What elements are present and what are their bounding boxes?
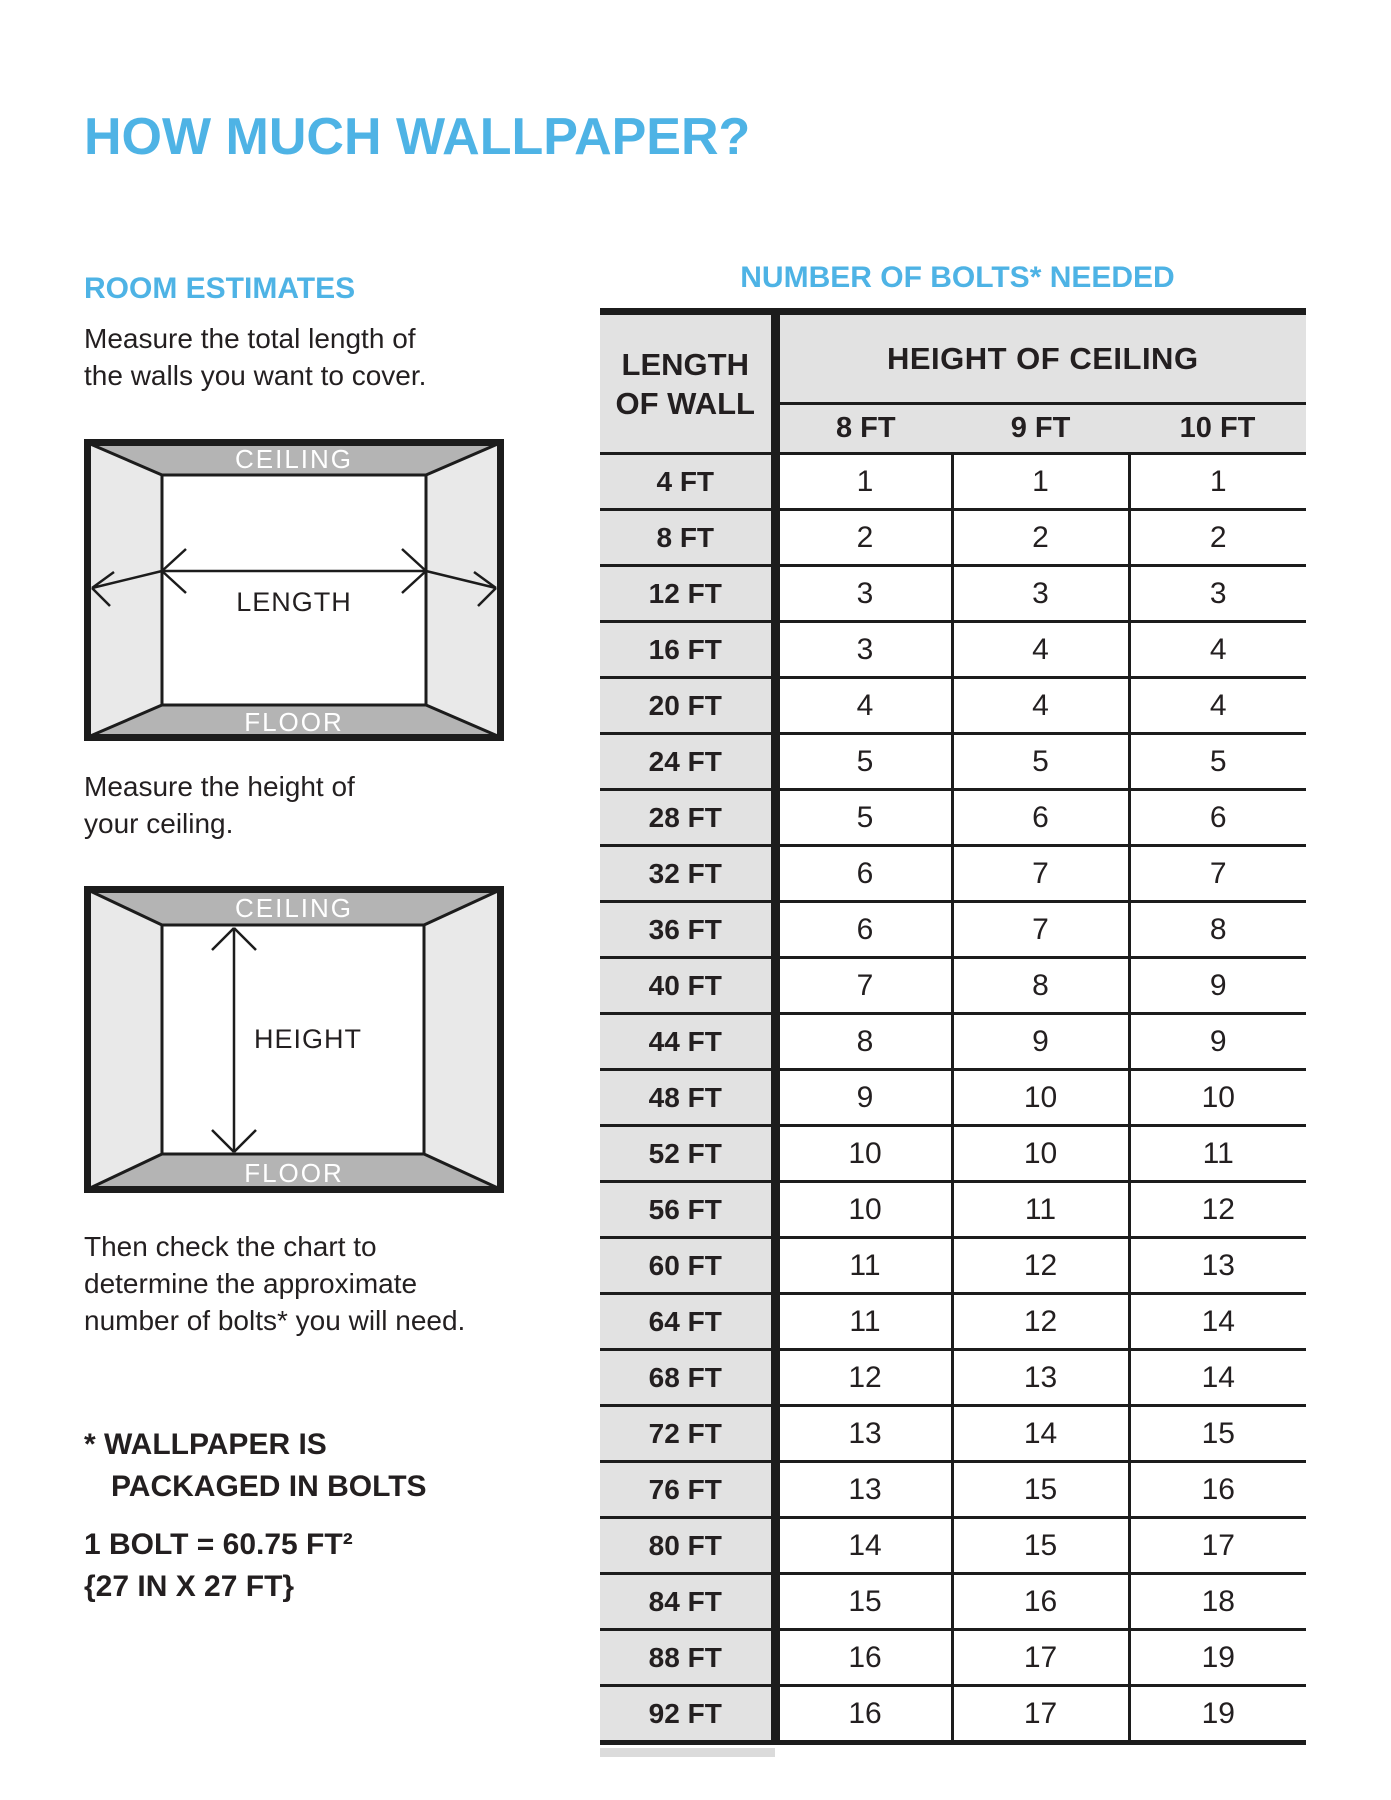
table-row xyxy=(600,678,1306,734)
floor-label: FLOOR xyxy=(244,707,344,737)
room-height-diagram xyxy=(84,886,504,1193)
row-group-header-line: OF WALL xyxy=(615,385,755,421)
bolt-count-cell: 7 xyxy=(775,958,952,1014)
bolt-count-cell: 3 xyxy=(775,622,952,678)
bolt-count-cell: 10 xyxy=(952,1070,1129,1126)
bolt-count-cell: 9 xyxy=(952,1014,1129,1070)
bolt-count-cell: 7 xyxy=(952,846,1129,902)
bolt-count-cell: 7 xyxy=(1129,846,1306,902)
table-row xyxy=(600,510,1306,566)
bolt-count-cell: 11 xyxy=(775,1294,952,1350)
bolt-count-cell: 2 xyxy=(775,510,952,566)
column-header-10ft: 10 FT xyxy=(1129,404,1306,454)
bolt-count-cell: 2 xyxy=(1129,510,1306,566)
row-group-header-line: LENGTH xyxy=(621,346,749,382)
room-length-diagram xyxy=(84,439,504,741)
bolt-count-cell: 8 xyxy=(952,958,1129,1014)
wall-length-label: 32 FT xyxy=(600,846,775,902)
bolt-count-cell: 4 xyxy=(1129,678,1306,734)
right-wall-face xyxy=(426,443,500,737)
table-row xyxy=(600,1070,1306,1126)
wall-length-label: 84 FT xyxy=(600,1574,775,1630)
room-estimates-heading: ROOM ESTIMATES xyxy=(84,272,356,305)
bolt-count-cell: 15 xyxy=(775,1574,952,1630)
bolt-count-cell: 6 xyxy=(952,790,1129,846)
table-row xyxy=(600,454,1306,510)
wall-length-label: 4 FT xyxy=(600,454,775,510)
bolt-count-cell: 10 xyxy=(952,1126,1129,1182)
bolt-count-cell: 8 xyxy=(1129,902,1306,958)
wall-length-label: 44 FT xyxy=(600,1014,775,1070)
bolt-count-cell: 18 xyxy=(1129,1574,1306,1630)
bolt-count-cell: 1 xyxy=(952,454,1129,510)
column-header-8ft: 8 FT xyxy=(775,404,952,454)
bolt-count-cell: 13 xyxy=(952,1350,1129,1406)
wall-length-label: 80 FT xyxy=(600,1518,775,1574)
bolt-count-cell: 14 xyxy=(952,1406,1129,1462)
table-row xyxy=(600,1630,1306,1686)
bolt-count-cell: 12 xyxy=(952,1294,1129,1350)
wallpaper-bolts-footnote xyxy=(84,1424,427,1508)
bolt-count-cell: 4 xyxy=(952,678,1129,734)
bolt-count-cell: 17 xyxy=(952,1630,1129,1686)
table-row xyxy=(600,1518,1306,1574)
bolt-count-cell: 5 xyxy=(775,734,952,790)
bolt-count-cell: 3 xyxy=(775,566,952,622)
right-wall-face xyxy=(424,890,500,1189)
table-row xyxy=(600,790,1306,846)
bolt-count-cell: 10 xyxy=(775,1182,952,1238)
bolt-count-cell: 12 xyxy=(775,1350,952,1406)
left-wall-face xyxy=(88,890,162,1189)
bolt-count-cell: 1 xyxy=(775,454,952,510)
table-row xyxy=(600,1182,1306,1238)
bolt-count-cell: 11 xyxy=(775,1238,952,1294)
wall-length-label: 64 FT xyxy=(600,1294,775,1350)
bolt-count-cell: 6 xyxy=(775,902,952,958)
table-row xyxy=(600,1014,1306,1070)
bolt-count-cell: 19 xyxy=(1129,1686,1306,1743)
bolt-count-cell: 4 xyxy=(952,622,1129,678)
bolt-count-cell: 11 xyxy=(1129,1126,1306,1182)
bolt-count-cell: 14 xyxy=(775,1518,952,1574)
measure-length-paragraph xyxy=(84,320,426,394)
bolts-table-body xyxy=(600,454,1306,1743)
table-row xyxy=(600,846,1306,902)
footnote-line: * WALLPAPER IS xyxy=(84,1428,327,1461)
table-row xyxy=(600,734,1306,790)
table-row xyxy=(600,902,1306,958)
table-row xyxy=(600,1126,1306,1182)
bolt-count-cell: 15 xyxy=(1129,1406,1306,1462)
floor-label: FLOOR xyxy=(244,1158,344,1188)
bolt-count-cell: 14 xyxy=(1129,1350,1306,1406)
para-line: Then check the chart to xyxy=(84,1231,377,1262)
bolt-count-cell: 4 xyxy=(775,678,952,734)
column-header-9ft: 9 FT xyxy=(952,404,1129,454)
wall-length-label: 76 FT xyxy=(600,1462,775,1518)
bolt-count-cell: 3 xyxy=(952,566,1129,622)
bolt-count-cell: 12 xyxy=(1129,1182,1306,1238)
wall-length-label: 56 FT xyxy=(600,1182,775,1238)
bolt-count-cell: 9 xyxy=(775,1070,952,1126)
bolt-count-cell: 2 xyxy=(952,510,1129,566)
wall-length-label: 60 FT xyxy=(600,1238,775,1294)
bolt-count-cell: 4 xyxy=(1129,622,1306,678)
bolt-count-cell: 13 xyxy=(775,1462,952,1518)
wall-length-label: 92 FT xyxy=(600,1686,775,1743)
table-header-row xyxy=(600,312,1306,404)
para-line: number of bolts* you will need. xyxy=(84,1305,466,1336)
column-group-header: HEIGHT OF CEILING xyxy=(775,312,1306,404)
bolt-count-cell: 6 xyxy=(775,846,952,902)
wall-length-label: 16 FT xyxy=(600,622,775,678)
wall-length-label: 68 FT xyxy=(600,1350,775,1406)
bolt-count-cell: 19 xyxy=(1129,1630,1306,1686)
bolt-count-cell: 16 xyxy=(775,1630,952,1686)
wall-length-label: 8 FT xyxy=(600,510,775,566)
wall-length-label: 72 FT xyxy=(600,1406,775,1462)
bolt-count-cell: 5 xyxy=(1129,734,1306,790)
table-row xyxy=(600,1574,1306,1630)
left-wall-face xyxy=(88,443,162,737)
bolt-count-cell: 15 xyxy=(952,1462,1129,1518)
bolt-count-cell: 7 xyxy=(952,902,1129,958)
row-group-header xyxy=(600,312,775,454)
table-row xyxy=(600,1406,1306,1462)
bolt-count-cell: 9 xyxy=(1129,958,1306,1014)
bolt-count-cell: 5 xyxy=(775,790,952,846)
wall-length-label: 12 FT xyxy=(600,566,775,622)
wall-length-label: 36 FT xyxy=(600,902,775,958)
bolt-count-cell: 16 xyxy=(952,1574,1129,1630)
wall-length-label: 48 FT xyxy=(600,1070,775,1126)
bolt-count-cell: 5 xyxy=(952,734,1129,790)
para-line: the walls you want to cover. xyxy=(84,360,427,391)
bolt-count-cell: 13 xyxy=(775,1406,952,1462)
bolts-table xyxy=(600,308,1306,1745)
table-bottom-shadow xyxy=(600,1748,775,1757)
check-chart-paragraph xyxy=(84,1228,465,1339)
table-row xyxy=(600,622,1306,678)
bolt-count-cell: 14 xyxy=(1129,1294,1306,1350)
bolt-count-cell: 10 xyxy=(1129,1070,1306,1126)
para-line: Measure the height of xyxy=(84,771,355,802)
wall-length-label: 40 FT xyxy=(600,958,775,1014)
wall-length-label: 20 FT xyxy=(600,678,775,734)
table-row xyxy=(600,1350,1306,1406)
table-row xyxy=(600,1294,1306,1350)
bolt-count-cell: 15 xyxy=(952,1518,1129,1574)
bolt-size-info xyxy=(84,1524,353,1608)
table-row xyxy=(600,1686,1306,1743)
bolts-table-title: NUMBER OF BOLTS* NEEDED xyxy=(740,261,1175,294)
measure-height-paragraph xyxy=(84,768,355,842)
bolt-count-cell: 10 xyxy=(775,1126,952,1182)
bolt-count-cell: 16 xyxy=(775,1686,952,1743)
wall-length-label: 88 FT xyxy=(600,1630,775,1686)
wall-length-label: 52 FT xyxy=(600,1126,775,1182)
wall-length-label: 28 FT xyxy=(600,790,775,846)
ceiling-label: CEILING xyxy=(234,444,354,474)
ceiling-label: CEILING xyxy=(234,893,354,923)
bolt-count-cell: 17 xyxy=(952,1686,1129,1743)
table-row xyxy=(600,1462,1306,1518)
bolt-count-cell: 1 xyxy=(1129,454,1306,510)
bolt-count-cell: 12 xyxy=(952,1238,1129,1294)
bolt-count-cell: 6 xyxy=(1129,790,1306,846)
page-title: HOW MUCH WALLPAPER? xyxy=(84,107,751,166)
bolt-count-cell: 16 xyxy=(1129,1462,1306,1518)
height-label: HEIGHT xyxy=(254,1024,363,1054)
bolt-equation: 1 BOLT = 60.75 FT² xyxy=(84,1528,353,1561)
footnote-line: PACKAGED IN BOLTS xyxy=(111,1470,427,1503)
bolt-count-cell: 3 xyxy=(1129,566,1306,622)
para-line: determine the approximate xyxy=(84,1268,418,1299)
table-row xyxy=(600,958,1306,1014)
bolt-count-cell: 13 xyxy=(1129,1238,1306,1294)
bolt-count-cell: 17 xyxy=(1129,1518,1306,1574)
bolt-count-cell: 11 xyxy=(952,1182,1129,1238)
para-line: your ceiling. xyxy=(84,808,234,839)
table-row xyxy=(600,1238,1306,1294)
para-line: Measure the total length of xyxy=(84,323,416,354)
bolt-count-cell: 9 xyxy=(1129,1014,1306,1070)
bolt-count-cell: 8 xyxy=(775,1014,952,1070)
table-row xyxy=(600,566,1306,622)
wall-length-label: 24 FT xyxy=(600,734,775,790)
bolt-dimensions: {27 IN X 27 FT} xyxy=(84,1570,295,1603)
length-label: LENGTH xyxy=(236,587,352,617)
